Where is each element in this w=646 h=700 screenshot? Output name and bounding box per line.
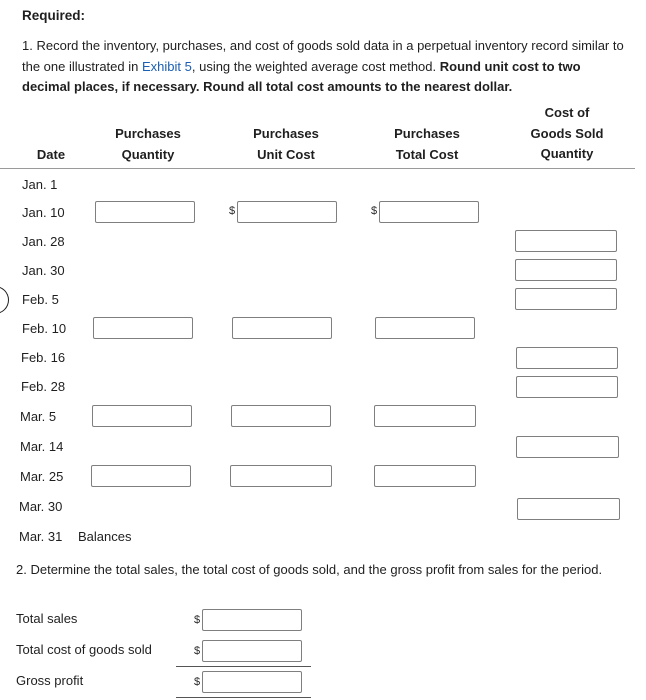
cogs-quantity-input[interactable] bbox=[516, 347, 618, 369]
cogs-quantity-input[interactable] bbox=[516, 436, 619, 458]
col-header-date: Date bbox=[36, 147, 66, 162]
dollar-sign: $ bbox=[371, 205, 378, 217]
purchases-unit-cost-input[interactable] bbox=[230, 465, 332, 487]
dollar-sign: $ bbox=[194, 676, 201, 688]
row-date: Mar. 5 bbox=[20, 409, 57, 424]
row-date: Mar. 31 bbox=[19, 529, 63, 544]
purchases-unit-cost-input[interactable] bbox=[232, 317, 332, 339]
exhibit-link[interactable]: Exhibit 5 bbox=[141, 58, 192, 74]
row-date: Feb. 28 bbox=[21, 379, 66, 394]
purchases-quantity-input[interactable] bbox=[92, 405, 192, 427]
question-number: 2. bbox=[16, 562, 27, 577]
col-header-purchases-unit-cost: Purchases Unit Cost bbox=[253, 126, 319, 162]
row-date: Mar. 14 bbox=[20, 439, 64, 454]
total-cogs-input[interactable] bbox=[202, 640, 302, 662]
purchases-total-cost-input[interactable] bbox=[379, 201, 479, 223]
cogs-quantity-input[interactable] bbox=[515, 288, 617, 310]
purchases-unit-cost-input[interactable] bbox=[231, 405, 331, 427]
gross-profit-input[interactable] bbox=[202, 671, 302, 693]
row-date: Jan. 30 bbox=[22, 263, 65, 278]
purchases-quantity-input[interactable] bbox=[95, 201, 195, 223]
row-date: Mar. 25 bbox=[20, 469, 64, 484]
rounding-instruction: Round unit cost to two decimal places, if necessary. Round all total cost amounts to the nearest dollar. bbox=[22, 58, 581, 94]
cogs-quantity-input[interactable] bbox=[517, 498, 620, 520]
dollar-sign: $ bbox=[194, 645, 201, 657]
required-heading: Required: bbox=[22, 8, 86, 23]
purchases-unit-cost-input[interactable] bbox=[237, 201, 337, 223]
total-sales-label: Total sales bbox=[16, 611, 78, 626]
question-text-2: , using the weighted average cost method. bbox=[191, 58, 437, 74]
row-date: Jan. 1 bbox=[22, 177, 58, 192]
purchases-quantity-input[interactable] bbox=[93, 317, 193, 339]
col-header-purchases-total-cost: Purchases Total Cost bbox=[394, 126, 460, 162]
total-rule bbox=[176, 697, 311, 698]
question-text: Determine the total sales, the total cost of goods sold, and the gross profit from sales for the period. bbox=[30, 562, 603, 577]
total-cogs-label: Total cost of goods sold bbox=[16, 642, 152, 657]
dollar-sign: $ bbox=[194, 614, 201, 626]
question-number: 1. bbox=[22, 38, 33, 53]
row-date: Feb. 5 bbox=[22, 292, 59, 307]
col-header-cogs-quantity: Cost of Goods Sold Quantity bbox=[530, 105, 604, 161]
gross-profit-label: Gross profit bbox=[16, 673, 84, 688]
cogs-quantity-input[interactable] bbox=[516, 376, 618, 398]
row-date: Feb. 16 bbox=[21, 350, 66, 365]
cogs-quantity-input[interactable] bbox=[515, 259, 617, 281]
col-header-purchases-quantity: Purchases Quantity bbox=[115, 126, 181, 162]
header-divider bbox=[0, 168, 635, 169]
question-1-instructions bbox=[22, 36, 632, 98]
question-text: Record the inventory, purchases, and cost of goods sold data in a perpetual inventory record similar to the one illustrated in bbox=[22, 38, 624, 74]
purchases-quantity-input[interactable] bbox=[91, 465, 191, 487]
question-2-instructions bbox=[16, 560, 631, 580]
balances-label: Balances bbox=[78, 529, 132, 544]
row-date: Feb. 10 bbox=[22, 321, 67, 336]
cogs-quantity-input[interactable] bbox=[515, 230, 617, 252]
row-date: Mar. 30 bbox=[19, 499, 63, 514]
purchases-total-cost-input[interactable] bbox=[374, 465, 476, 487]
margin-curve bbox=[0, 286, 9, 314]
dollar-sign: $ bbox=[229, 205, 236, 217]
row-date: Jan. 28 bbox=[22, 234, 65, 249]
purchases-total-cost-input[interactable] bbox=[375, 317, 475, 339]
row-date: Jan. 10 bbox=[22, 205, 65, 220]
purchases-total-cost-input[interactable] bbox=[374, 405, 476, 427]
total-sales-input[interactable] bbox=[202, 609, 302, 631]
subtotal-rule bbox=[176, 666, 311, 667]
